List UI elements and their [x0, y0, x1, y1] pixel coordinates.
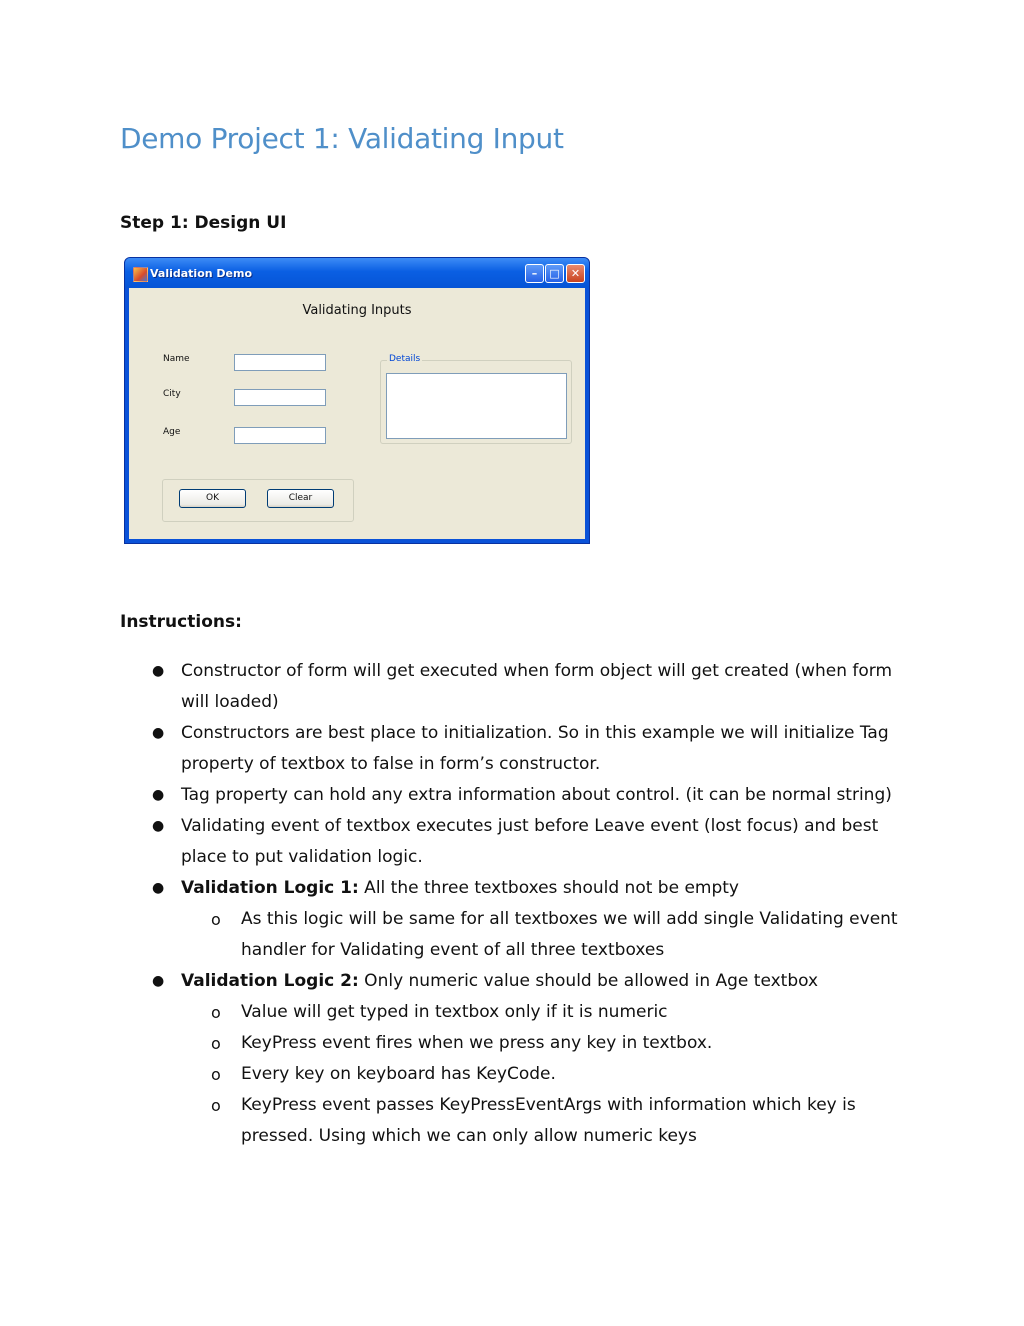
- list-item: [0, 904, 906, 966]
- details-textbox[interactable]: [386, 373, 567, 439]
- sub-bullet-marker: o: [211, 1034, 221, 1053]
- ok-button[interactable]: OK: [179, 489, 246, 508]
- list-item-lead: Validation Logic 2:: [181, 971, 359, 991]
- bullet-marker: ●: [152, 973, 165, 989]
- details-group-label: Details: [389, 354, 421, 364]
- list-item-text: KeyPress event passes KeyPressEventArgs with information which key is pressed. Using which we can only allow numeric keys: [241, 1095, 856, 1146]
- list-item: [0, 1090, 906, 1152]
- bullet-marker: ●: [152, 818, 165, 834]
- list-item: [0, 656, 906, 718]
- list-item: [0, 780, 906, 811]
- city-label: City: [163, 389, 181, 399]
- document-title: Demo Project 1: Validating Input: [120, 122, 564, 155]
- list-item-text: Value will get typed in textbox only if it is numeric: [241, 1002, 668, 1022]
- app-icon: [133, 267, 148, 282]
- sub-bullet-marker: o: [211, 910, 221, 929]
- bullet-marker: ●: [152, 787, 165, 803]
- list-item-text: Only numeric value should be allowed in Age textbox: [358, 971, 819, 991]
- list-item: [0, 1059, 906, 1090]
- list-item: [0, 811, 906, 873]
- form-client-area: [129, 288, 585, 539]
- window-titlebar: [125, 258, 589, 288]
- details-groupbox: [380, 354, 572, 444]
- list-item: [0, 718, 906, 780]
- city-input[interactable]: [234, 389, 326, 406]
- name-label: Name: [163, 354, 190, 364]
- list-item-text: KeyPress event fires when we press any key in textbox.: [241, 1033, 713, 1053]
- sub-bullet-marker: o: [211, 1065, 221, 1084]
- step-heading: Step 1: Design UI: [120, 213, 287, 233]
- bullet-marker: ●: [152, 725, 165, 741]
- minimize-icon[interactable]: –: [525, 264, 544, 283]
- window-title: Validation Demo: [150, 267, 253, 280]
- age-label: Age: [163, 427, 181, 437]
- list-item-text: All the three textboxes should not be empty: [358, 878, 739, 898]
- instructions-list: [0, 656, 1024, 1152]
- list-item-text: Validating event of textbox executes just before Leave event (lost focus) and best place to put validation logic.: [181, 816, 879, 867]
- sub-bullet-marker: o: [211, 1096, 221, 1115]
- list-item-text: Constructor of form will get executed when form object will get created (when form will loaded): [181, 661, 893, 712]
- age-input[interactable]: [234, 427, 326, 444]
- list-item-text: Constructors are best place to initialization. So in this example we will initialize Tag property of textbox to false in form’s constructor.: [181, 723, 889, 774]
- list-item-text: Every key on keyboard has KeyCode.: [241, 1064, 556, 1084]
- list-item: [0, 966, 906, 997]
- form-screenshot: [124, 257, 590, 544]
- list-item: [0, 873, 906, 904]
- bullet-marker: ●: [152, 663, 165, 679]
- sub-bullet-marker: o: [211, 1003, 221, 1022]
- list-item: [0, 997, 906, 1028]
- list-item-text: As this logic will be same for all textboxes we will add single Validating event handler for Validating event of all three textboxes: [241, 909, 898, 960]
- list-item-text: Tag property can hold any extra information about control. (it can be normal string): [181, 785, 892, 805]
- clear-button[interactable]: Clear: [267, 489, 334, 508]
- list-item: [0, 1028, 906, 1059]
- instructions-heading: Instructions:: [120, 612, 242, 632]
- buttons-panel: [162, 479, 354, 522]
- form-heading: Validating Inputs: [302, 303, 412, 318]
- list-item-lead: Validation Logic 1:: [181, 878, 359, 898]
- close-icon[interactable]: ✕: [566, 264, 585, 283]
- bullet-marker: ●: [152, 880, 165, 896]
- maximize-icon[interactable]: □: [545, 264, 564, 283]
- name-input[interactable]: [234, 354, 326, 371]
